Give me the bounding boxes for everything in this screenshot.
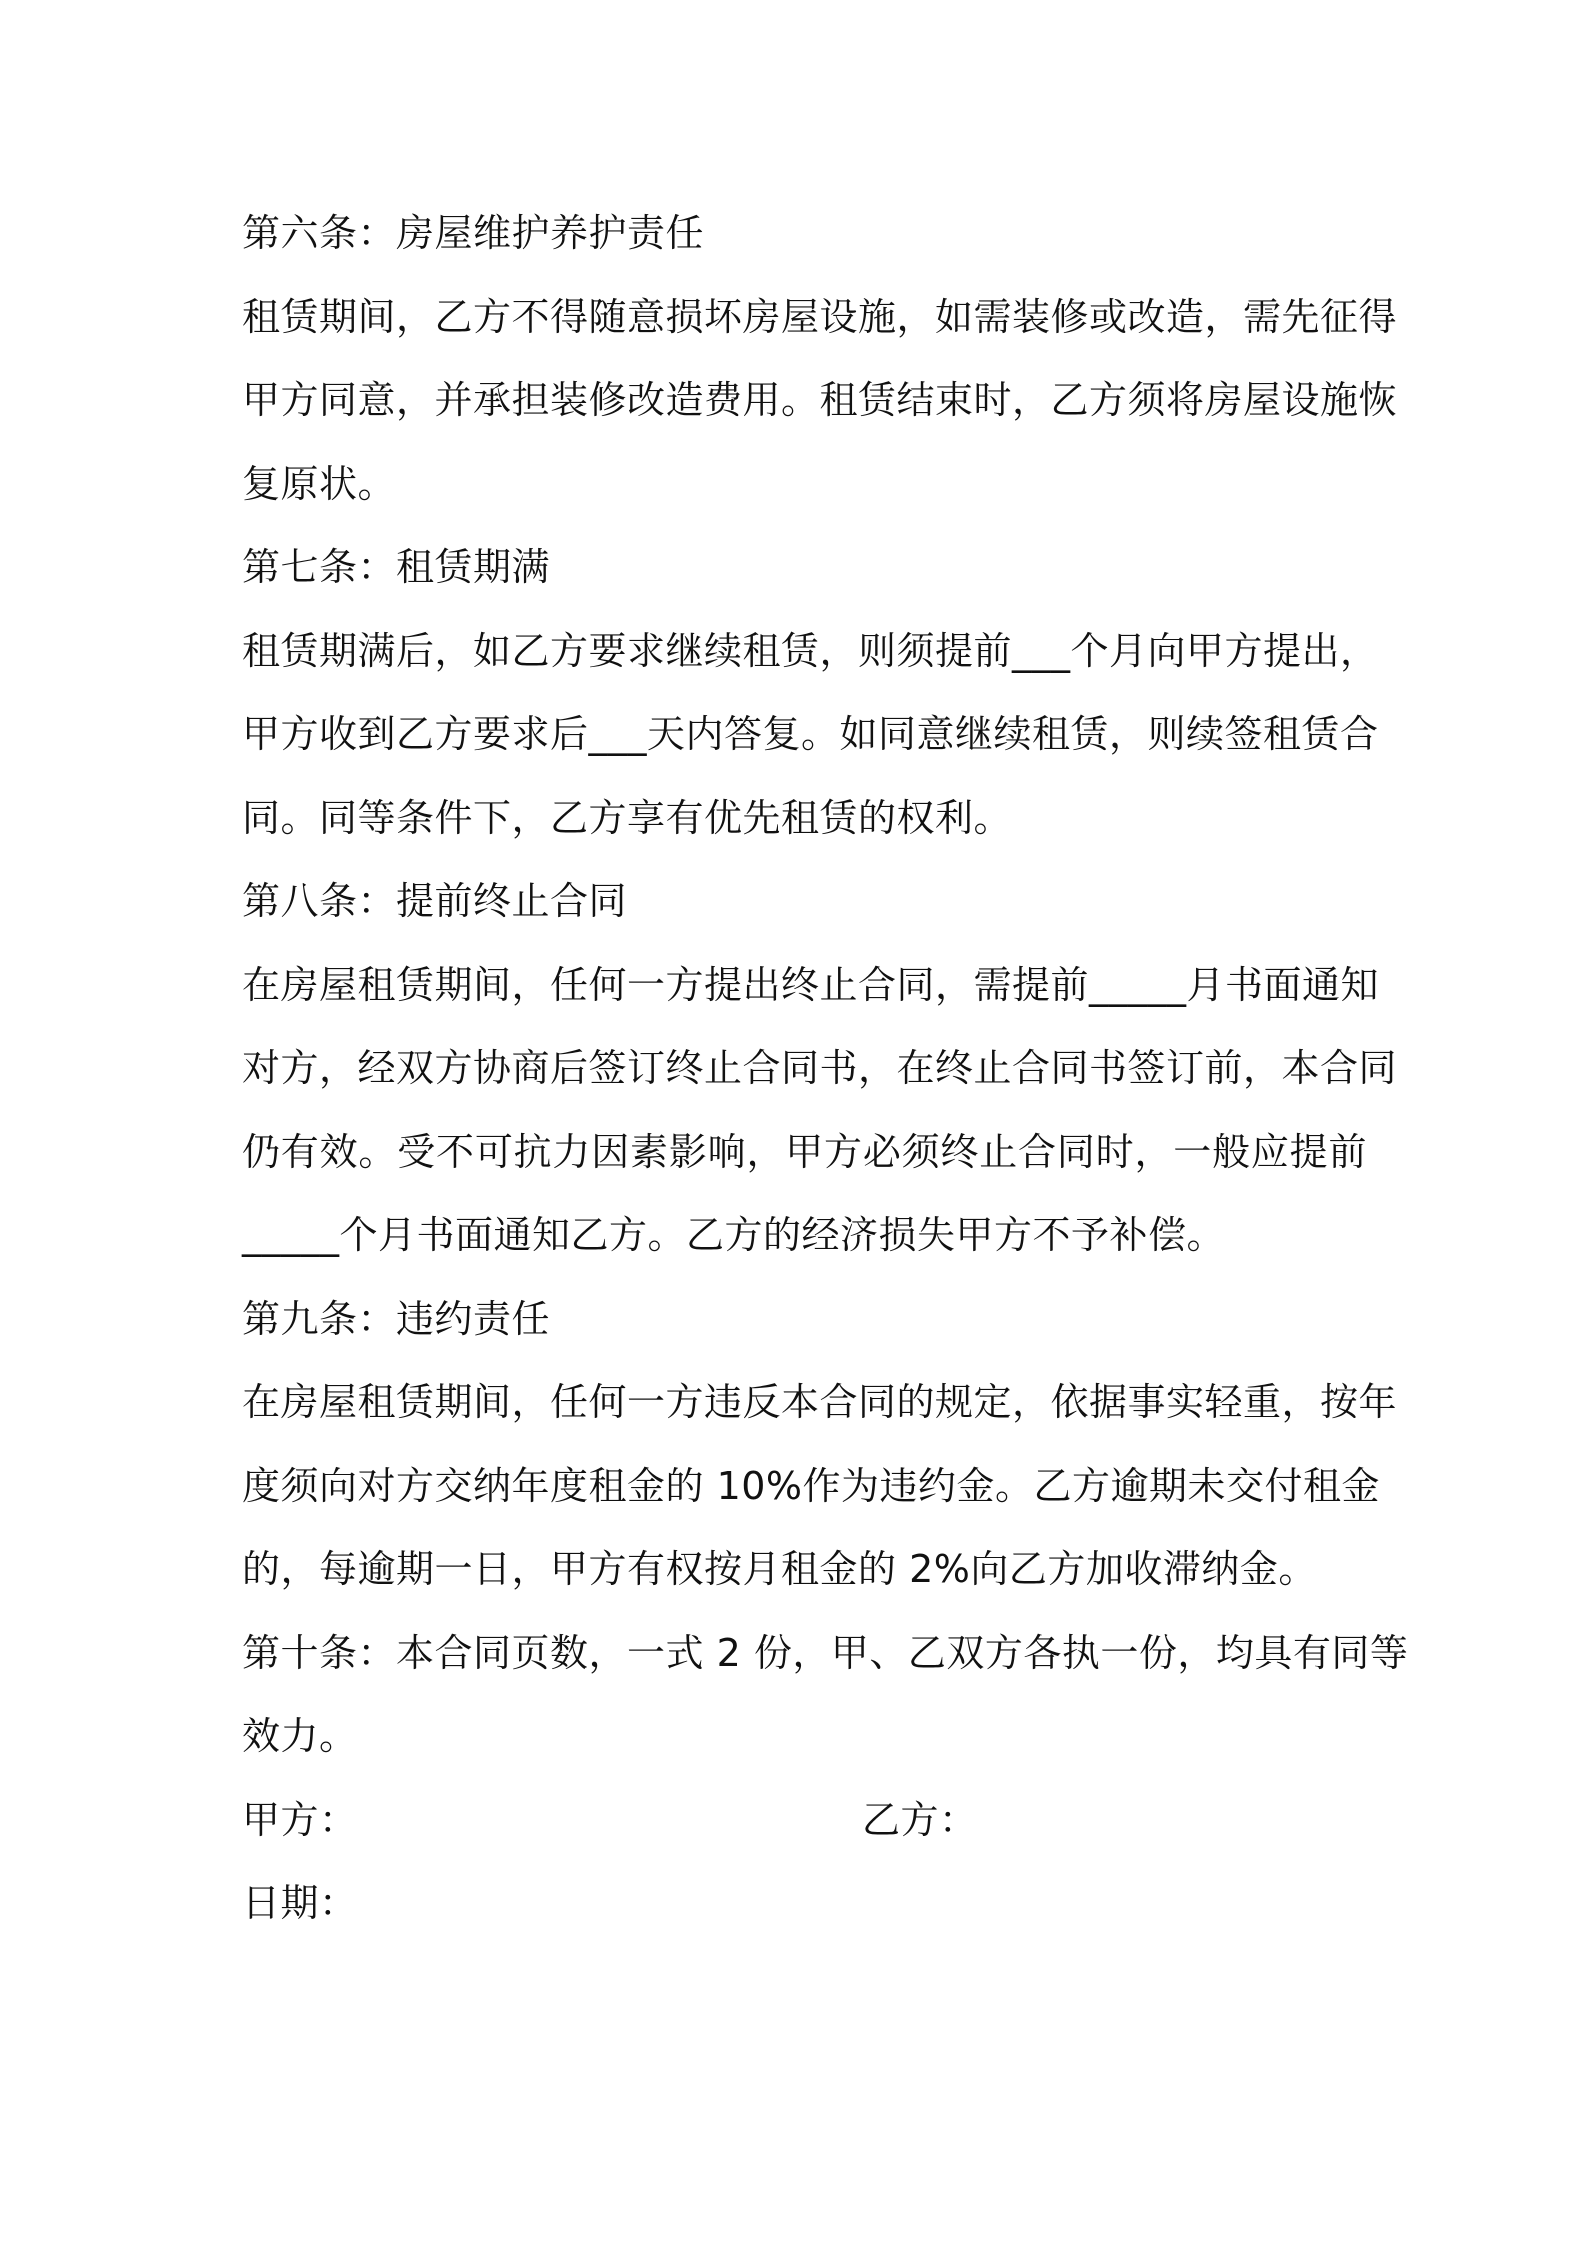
signature-row (242, 1779, 1367, 1863)
article-10-line-2: 效力。 (242, 1714, 358, 1758)
party-b-label: 乙方： (862, 1797, 978, 1842)
contract-body (242, 192, 1409, 1946)
article-6-heading: 第六条：房屋维护养护责任 (242, 211, 705, 255)
article-7-line-1: 租赁期满后，如乙方要求继续租赁，则须提前___个月向甲方提出， (242, 628, 1379, 673)
article-7-line-2: 甲方收到乙方要求后___天内答复。如同意继续租赁，则续签租赁合 (242, 712, 1379, 756)
article-10-line-1: 第十条：本合同页数，一式 2 份，甲、乙双方各执一份，均具有同等 (242, 1630, 1409, 1675)
date-label: 日期： (242, 1881, 358, 1925)
article-7-heading: 第七条：租赁期满 (242, 545, 551, 589)
article-9-line-1: 在房屋租赁期间，任何一方违反本合同的规定，依据事实轻重，按年 (242, 1380, 1398, 1424)
article-9-heading: 第九条：违约责任 (242, 1296, 551, 1341)
article-6-line-3: 复原状。 (242, 461, 397, 506)
article-8-line-3: 仍有效。受不可抗力因素影响，甲方必须终止合同时，一般应提前 (242, 1129, 1367, 1174)
article-8-heading: 第八条：提前终止合同 (242, 879, 628, 923)
article-8-line-2: 对方，经双方协商后签订终止合同书，在终止合同书签订前，本合同 (242, 1046, 1398, 1090)
article-6-line-1: 租赁期间，乙方不得随意损坏房屋设施，如需装修或改造，需先征得 (242, 294, 1398, 339)
article-8-line-4: _____个月书面通知乙方。乙方的经济损失甲方不予补偿。 (242, 1213, 1226, 1257)
article-9-line-3: 的，每逾期一日，甲方有权按月租金的 2%向乙方加收滞纳金。 (242, 1547, 1317, 1591)
article-7-line-3: 同。同等条件下，乙方享有优先租赁的权利。 (242, 795, 1013, 840)
article-6-line-2: 甲方同意，并承担装修改造费用。租赁结束时，乙方须将房屋设施恢 (242, 378, 1398, 422)
party-a-label: 甲方： (242, 1797, 358, 1842)
article-9-line-2: 度须向对方交纳年度租金的 10%作为违约金。乙方逾期未交付租金 (242, 1463, 1381, 1508)
article-8-line-1: 在房屋租赁期间，任何一方提出终止合同，需提前_____月书面通知 (242, 962, 1380, 1007)
